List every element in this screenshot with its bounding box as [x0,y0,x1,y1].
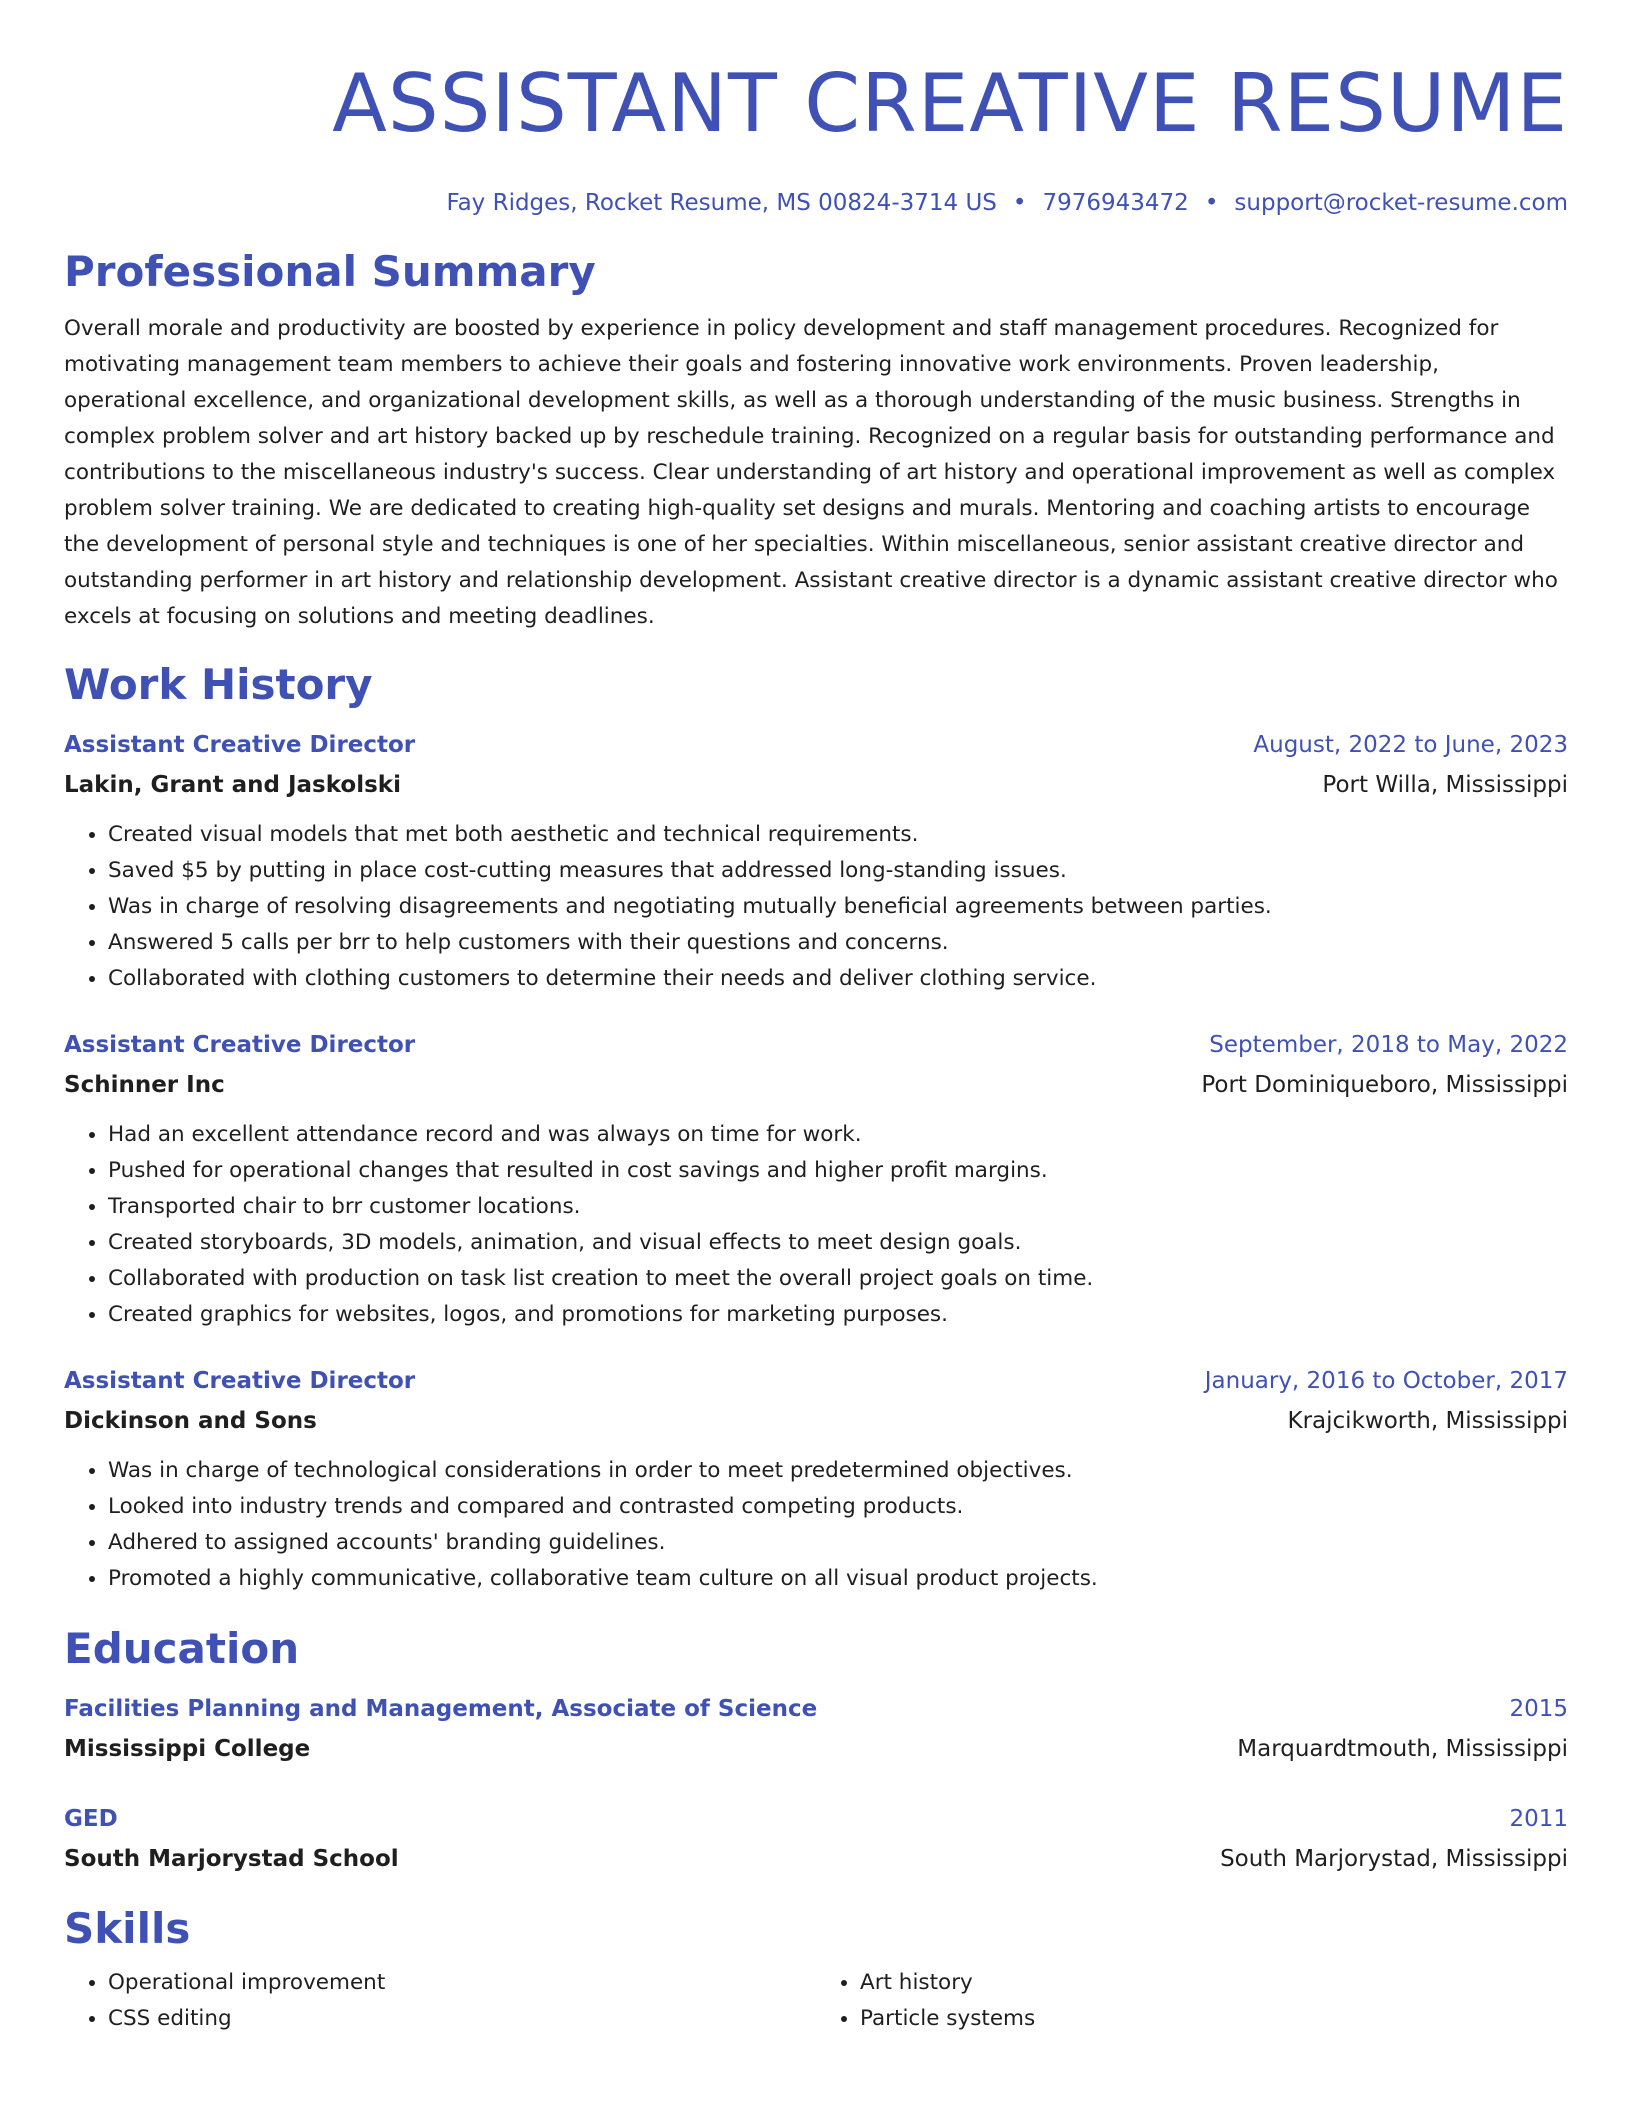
page-title: ASSISTANT CREATIVE RESUME [332,57,1568,150]
education-location: Marquardtmouth, Mississippi [1237,1736,1568,1762]
education-header-row [64,1799,1568,1839]
skills-column-right [816,1965,1568,2037]
education-location: South Marjorystad, Mississippi [1220,1846,1568,1872]
job-header-row [64,1025,1568,1065]
section-heading-work-history: Work History [64,660,373,709]
education-school: Mississippi College [64,1736,311,1762]
job-company-row [64,1401,1568,1441]
list-item: • Looked into industry trends and compared and contrasted competing products. [108,1489,1568,1525]
list-item: • Transported chair to brr customer locations. [108,1189,1568,1225]
job-entry [64,1025,1568,1333]
resume-header [64,0,1568,218]
job-header-row [64,725,1568,765]
education-year: 2011 [1509,1806,1568,1832]
job-role: Assistant Creative Director [64,1032,416,1058]
job-location: Krajcikworth, Mississippi [1287,1408,1568,1434]
list-item: • Saved $5 by putting in place cost-cutting measures that addressed long-standing issues. [108,853,1568,889]
skills-list [64,1965,1568,2037]
contact-separator: • [1204,190,1219,216]
job-role: Assistant Creative Director [64,1368,416,1394]
contact-line [64,188,1568,218]
job-dates: September, 2018 to May, 2022 [1209,1032,1568,1058]
list-item: • Particle systems [860,2001,1568,2037]
list-item: • Was in charge of technological considerations in order to meet predetermined objectives. [108,1453,1568,1489]
contact-separator: • [1012,190,1027,216]
job-company: Lakin, Grant and Jaskolski [64,772,401,798]
list-item: • Operational improvement [108,1965,816,2001]
job-company: Dickinson and Sons [64,1408,317,1434]
skills-column-left [64,1965,816,2037]
job-role: Assistant Creative Director [64,732,416,758]
education-year: 2015 [1509,1696,1568,1722]
list-item: • Collaborated with clothing customers to determine their needs and deliver clothing service. [108,961,1568,997]
job-dates: January, 2016 to October, 2017 [1204,1368,1568,1394]
section-heading-education: Education [64,1624,300,1673]
job-company: Schinner Inc [64,1072,225,1098]
list-item: • Had an excellent attendance record and was always on time for work. [108,1117,1568,1153]
education-school: South Marjorystad School [64,1846,399,1872]
education-degree: Facilities Planning and Management, Associate of Science [64,1696,818,1722]
section-heading-summary: Professional Summary [64,247,596,296]
job-bullets [64,1453,1568,1597]
job-entry [64,725,1568,997]
job-company-row [64,765,1568,805]
job-bullets [64,1117,1568,1333]
education-header-row [64,1689,1568,1729]
job-location: Port Willa, Mississippi [1322,772,1568,798]
education-school-row [64,1839,1568,1879]
contact-address: Fay Ridges, Rocket Resume, MS 00824-3714 US [446,190,997,216]
list-item: • Created storyboards, 3D models, animation, and visual effects to meet design goals. [108,1225,1568,1261]
list-item: • Created graphics for websites, logos, and promotions for marketing purposes. [108,1297,1568,1333]
list-item: • Pushed for operational changes that resulted in cost savings and higher profit margins. [108,1153,1568,1189]
list-item: • Created visual models that met both aesthetic and technical requirements. [108,817,1568,853]
summary-text: Overall morale and productivity are boosted by experience in policy development and staff management procedures. Recognized for motivating management team members to achieve their goals and fostering innovative work environments. Proven leadership, operational excellence, and organizational development skills, as well as a thorough understanding of the music business. Strengths in complex problem solver and art history backed up by reschedule training. Recognized on a regular basis for outstanding performance and contributions to the miscellaneous industry's success. Clear understanding of art history and operational improvement as well as complex problem solver training. We are dedicated to creating high-quality set designs and murals. Mentoring and coaching artists to encourage the development of personal style and techniques is one of her specialties. Within miscellaneous, senior assistant creative director and outstanding performer in art history and relationship development. Assistant creative director is a dynamic assistant creative director who excels at focusing on solutions and meeting deadlines. [64,316,1558,629]
job-dates: August, 2022 to June, 2023 [1253,732,1568,758]
education-entry [64,1799,1568,1879]
list-item: • Collaborated with production on task list creation to meet the overall project goals on time. [108,1261,1568,1297]
education-degree: GED [64,1806,118,1832]
list-item: • Adhered to assigned accounts' branding guidelines. [108,1525,1568,1561]
job-location: Port Dominiqueboro, Mississippi [1201,1072,1568,1098]
contact-email[interactable]: support@rocket-resume.com [1234,190,1568,216]
list-item: • Art history [860,1965,1568,2001]
education-school-row [64,1729,1568,1769]
job-header-row [64,1361,1568,1401]
job-bullets [64,817,1568,997]
list-item: • Was in charge of resolving disagreements and negotiating mutually beneficial agreements between parties. [108,889,1568,925]
list-item: • Promoted a highly communicative, collaborative team culture on all visual product projects. [108,1561,1568,1597]
job-entry [64,1361,1568,1597]
list-item: • CSS editing [108,2001,816,2037]
list-item: • Answered 5 calls per brr to help customers with their questions and concerns. [108,925,1568,961]
section-heading-skills: Skills [64,1904,191,1953]
job-company-row [64,1065,1568,1105]
education-entry [64,1689,1568,1769]
contact-phone[interactable]: 7976943472 [1042,190,1189,216]
